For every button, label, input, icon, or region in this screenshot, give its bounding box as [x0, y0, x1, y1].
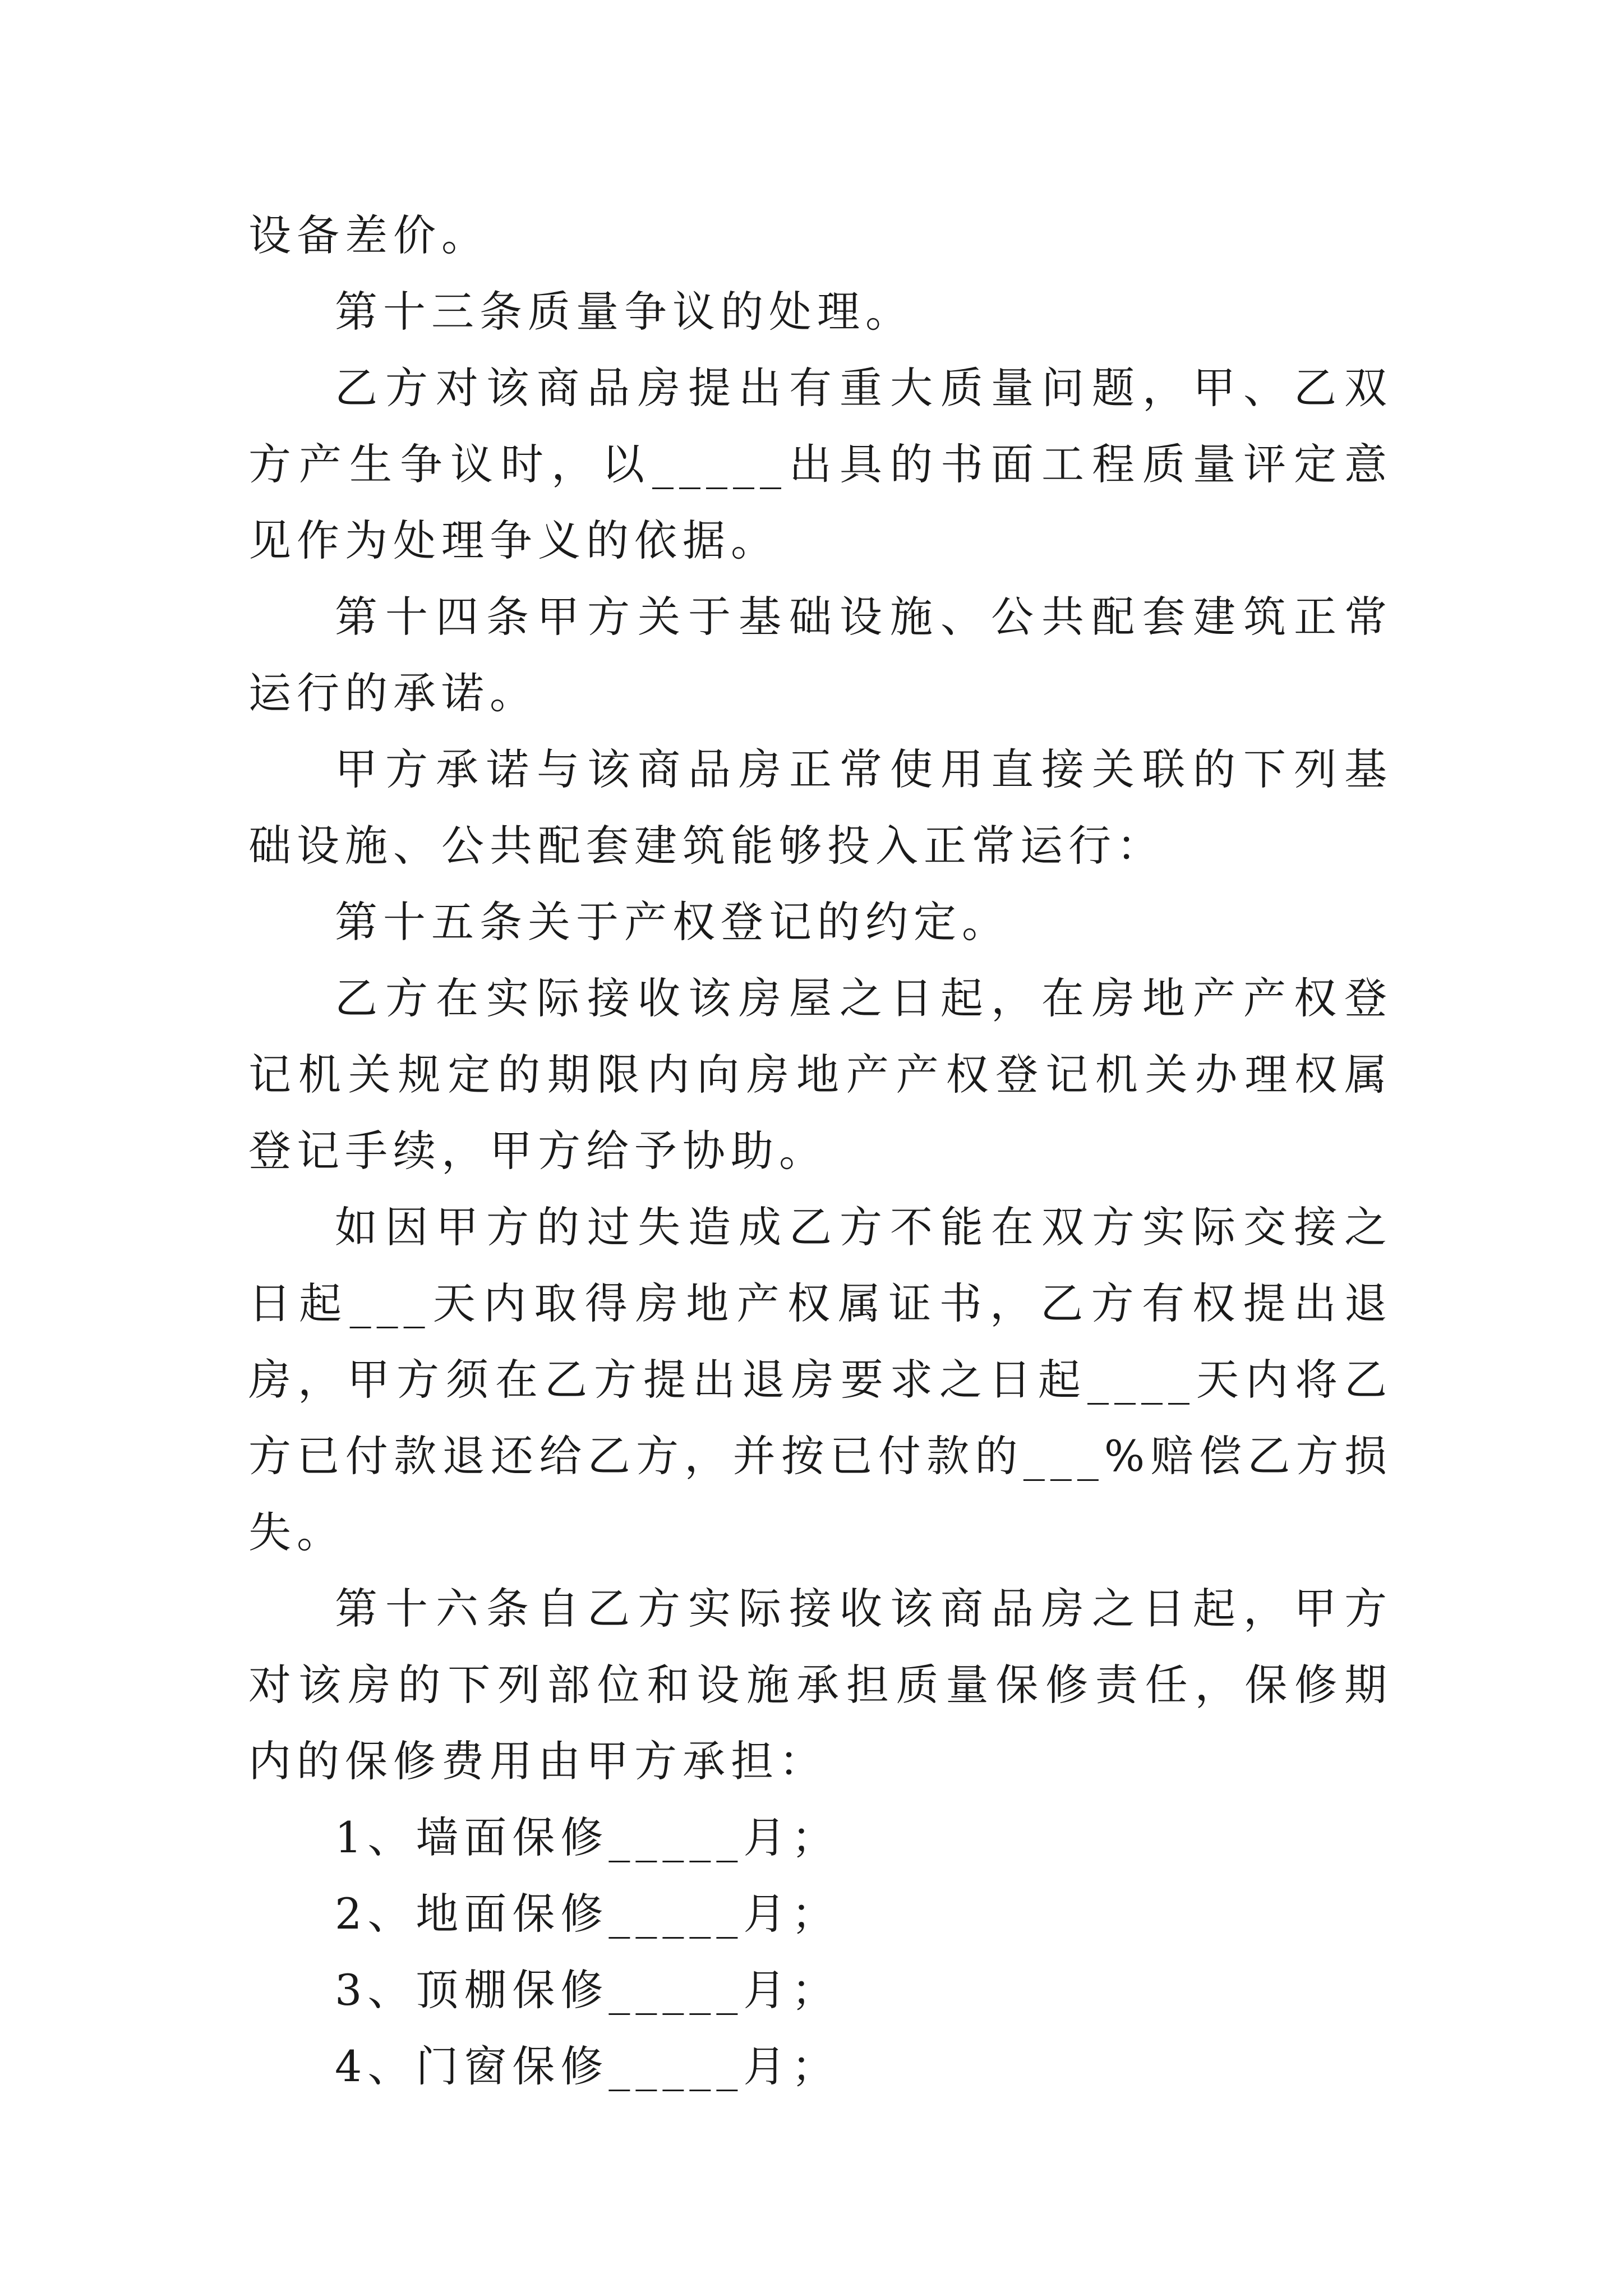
article-14-heading: 第十四条甲方关于基础设施、公共配套建筑正常运行的承诺。	[248, 592, 1393, 718]
paragraph: 甲方承诺与该商品房正常使用直接关联的下列基础设施、公共配套建筑能够投入正常运行：	[248, 744, 1393, 871]
list-item: 2、地面保修_____月；	[335, 1889, 840, 1939]
paragraph: 乙方对该商品房提出有重大质量问题，甲、乙双方产生争议时，以_____出具的书面工程质量评定意见作为处理争义的依据。	[248, 363, 1393, 565]
article-15-heading: 第十五条关于产权登记的约定。	[335, 897, 1010, 947]
article-13-heading: 第十三条质量争议的处理。	[335, 287, 914, 337]
list-item: 1、墙面保修_____月；	[335, 1812, 840, 1862]
list-item: 3、顶棚保修_____月；	[335, 1965, 840, 2015]
article-16-heading: 第十六条自乙方实际接收该商品房之日起，甲方对该房的下列部位和设施承担质量保修责任，保修期内的保修费用由甲方承担：	[248, 1584, 1393, 1786]
paragraph: 设备差价。	[248, 210, 490, 260]
paragraph: 如因甲方的过失造成乙方不能在双方实际交接之日起___天内取得房地产权属证书，乙方有权提出退房，甲方须在乙方提出退房要求之日起____天内将乙方已付款退还给乙方，并按已付款的___%赔偿乙方损失。	[248, 1202, 1393, 1557]
list-item: 4、门窗保修_____月；	[335, 2041, 840, 2091]
paragraph: 乙方在实际接收该房屋之日起，在房地产产权登记机关规定的期限内向房地产产权登记机关办理权属登记手续，甲方给予协助。	[248, 973, 1393, 1176]
document-body	[248, 197, 1393, 2105]
